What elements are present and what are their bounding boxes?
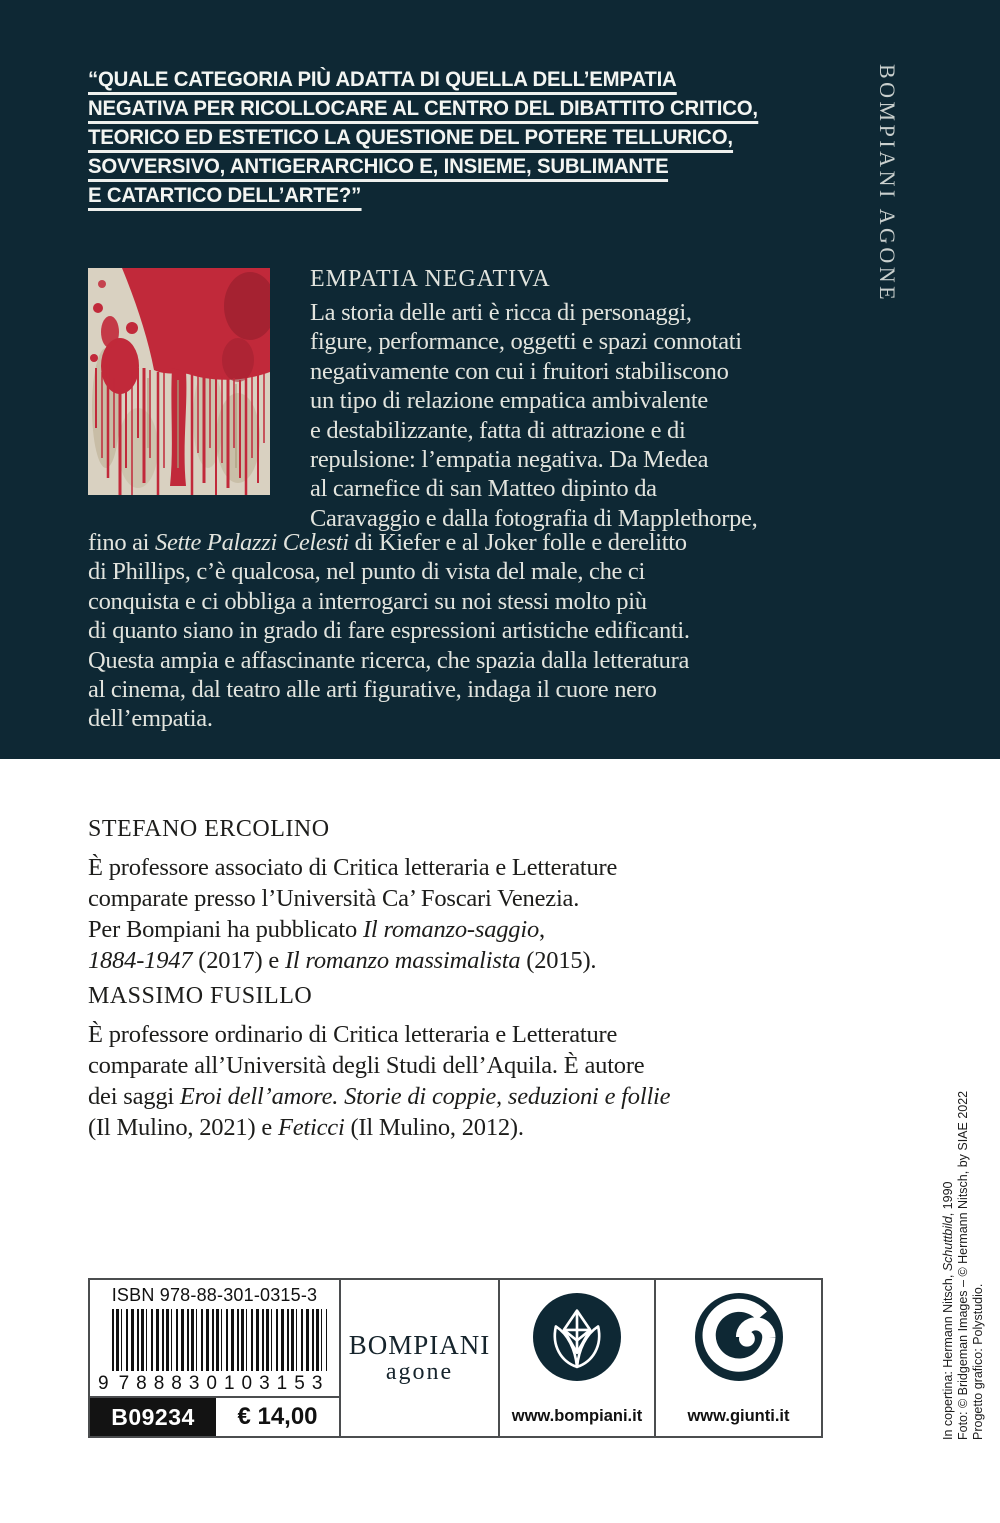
author-bio-ercolino: [88, 816, 848, 976]
quote-line: [88, 186, 825, 211]
quote-line-text: NEGATIVA PER RICOLLOCARE AL CENTRO DEL DIBATTITO CRITICO,: [88, 99, 758, 124]
synopsis-line: al carnefice di san Matteo dipinto da: [310, 475, 657, 503]
credit-line: Progetto grafico: Polystudio.: [971, 1283, 985, 1440]
quote-line-text: E CATARTICO DELL’ARTE?”: [88, 186, 361, 211]
synopsis-text: di Kiefer e al Joker folle e derelitto: [348, 529, 687, 556]
bio-line: È professore ordinario di Critica letteraria e Letterature: [88, 1021, 618, 1048]
isbn-area: [90, 1280, 339, 1398]
barcode-digit-lead: 9: [98, 1373, 109, 1394]
bio-line: [88, 914, 848, 945]
bompiani-site-box: [498, 1278, 656, 1438]
series-vertical-label: BOMPIANI AGONE: [875, 64, 900, 304]
synopsis-line: conquista e ci obbliga a interrogarci su noi stessi molto più: [88, 587, 647, 615]
synopsis-line: [88, 528, 848, 557]
barcode-digits: [90, 1373, 339, 1395]
imprint-label: agone: [385, 1359, 454, 1385]
synopsis-line: negativamente con cui i fruitori stabiliscono: [310, 357, 729, 385]
quote-line: [88, 157, 825, 182]
quote-line: [88, 70, 825, 95]
publisher-wordmark: BOMPIANI: [348, 1330, 491, 1360]
bio-text: (2017) e: [192, 947, 285, 974]
giunti-site-box: [654, 1278, 823, 1438]
giunti-g-logo-icon: [695, 1293, 783, 1381]
barcode-bars: [112, 1309, 327, 1371]
barcode-strip: [88, 1278, 823, 1438]
bio-text: Per Bompiani ha pubblicato: [88, 916, 363, 943]
bio-line: È professore associato di Critica letteraria e Letterature: [88, 854, 618, 881]
synopsis-line: Caravaggio e dalla fotografia di Mapplethorpe,: [310, 504, 758, 532]
cover-quote: [88, 70, 825, 215]
quote-line-text: SOVVERSIVO, ANTIGERARCHICO E, INSIEME, SUBLIMANTE: [88, 157, 669, 182]
synopsis-line: e destabilizzante, fatta di attrazione e di: [310, 416, 686, 444]
synopsis-line: dell’empatia.: [88, 705, 213, 733]
quote-line: [88, 128, 825, 153]
synopsis-line: di quanto siano in grado di fare espressioni artistiche edificanti.: [88, 617, 690, 645]
synopsis-block: [310, 266, 855, 533]
cover-artwork-thumbnail: [88, 268, 270, 495]
bio-text: dei saggi: [88, 1083, 180, 1110]
cited-work-title: Il romanzo massimalista: [284, 947, 521, 974]
bio-text: (Il Mulino, 2012).: [344, 1114, 524, 1141]
artwork-title: Schuttbild: [941, 1216, 955, 1272]
bompiani-website-label: www.bompiani.it: [511, 1407, 643, 1425]
giunti-website-label: www.giunti.it: [687, 1407, 790, 1425]
quote-line-text: “QUALE CATEGORIA PIÙ ADATTA DI QUELLA DELL’EMPATIA: [88, 70, 677, 95]
author-name: MASSIMO FUSILLO: [88, 983, 313, 1009]
bio-text: (Il Mulino, 2021) e: [88, 1114, 278, 1141]
bio-text: ,: [539, 916, 545, 943]
credit-text: , 1990: [941, 1181, 955, 1217]
synopsis-text: fino ai: [88, 529, 155, 556]
price-label: € 14,00: [237, 1403, 318, 1430]
cited-work-title: Il romanzo-saggio: [362, 916, 539, 943]
photo-credits-vertical: [941, 1090, 986, 1440]
synopsis-line: al cinema, dal teatro alle arti figurative, indaga il cuore nero: [88, 676, 657, 704]
bio-line: [88, 945, 848, 976]
code-price-row: [90, 1398, 339, 1436]
artwork-painting-image: [88, 268, 270, 495]
bio-line: comparate all’Università degli Studi dell’Aquila. È autore: [88, 1052, 645, 1079]
book-title-heading: EMPATIA NEGATIVA: [310, 266, 551, 292]
cited-work-title: 1884-1947: [88, 947, 193, 974]
cited-work-title: Eroi dell’amore. Storie di coppie, seduzioni e follie: [179, 1083, 671, 1110]
credit-text: In copertina: Hermann Nitsch,: [941, 1271, 955, 1440]
synopsis-line: figure, performance, oggetti e spazi connotati: [310, 328, 742, 356]
cover-top-panel: [0, 0, 1000, 759]
synopsis-line: repulsione: l’empatia negativa. Da Medea: [310, 446, 709, 474]
cited-work-title: Sette Palazzi Celesti: [155, 529, 349, 556]
bio-line: [88, 1112, 848, 1143]
author-bio-fusillo: [88, 983, 848, 1143]
author-name: STEFANO ERCOLINO: [88, 816, 330, 842]
bio-text: (2015).: [520, 947, 597, 974]
bompiani-flower-logo-icon: [533, 1293, 621, 1381]
quote-line: [88, 99, 825, 124]
barcode-digit-group: 788830: [118, 1373, 224, 1394]
synopsis-line: La storia delle arti è ricca di personaggi,: [310, 299, 692, 326]
bio-line: comparate presso l’Università Ca’ Foscari Venezia.: [88, 885, 580, 912]
synopsis-line: di Phillips, c’è qualcosa, nel punto di vista del male, che ci: [88, 558, 646, 586]
quote-line-text: TEORICO ED ESTETICO LA QUESTIONE DEL POTERE TELLURICO,: [88, 128, 733, 153]
publisher-imprint-box: [339, 1278, 500, 1438]
cited-work-title: Feticci: [277, 1114, 345, 1141]
bio-line: [88, 1081, 848, 1112]
synopsis-line: Questa ampia e affascinante ricerca, che spazia dalla letteratura: [88, 646, 690, 674]
isbn-barcode-box: [88, 1278, 341, 1438]
barcode-digit-group: 103153: [223, 1373, 330, 1394]
credit-line: [941, 1108, 956, 1440]
synopsis-line: un tipo di relazione empatica ambivalente: [310, 387, 708, 415]
catalog-code-badge: B09234: [90, 1398, 216, 1436]
isbn-label: ISBN 978-88-301-0315-3: [111, 1285, 318, 1305]
synopsis-continued-block: [88, 528, 848, 734]
credit-line: Foto: © Bridgeman Images – © Hermann Nitsch, by SIAE 2022: [956, 1090, 970, 1440]
